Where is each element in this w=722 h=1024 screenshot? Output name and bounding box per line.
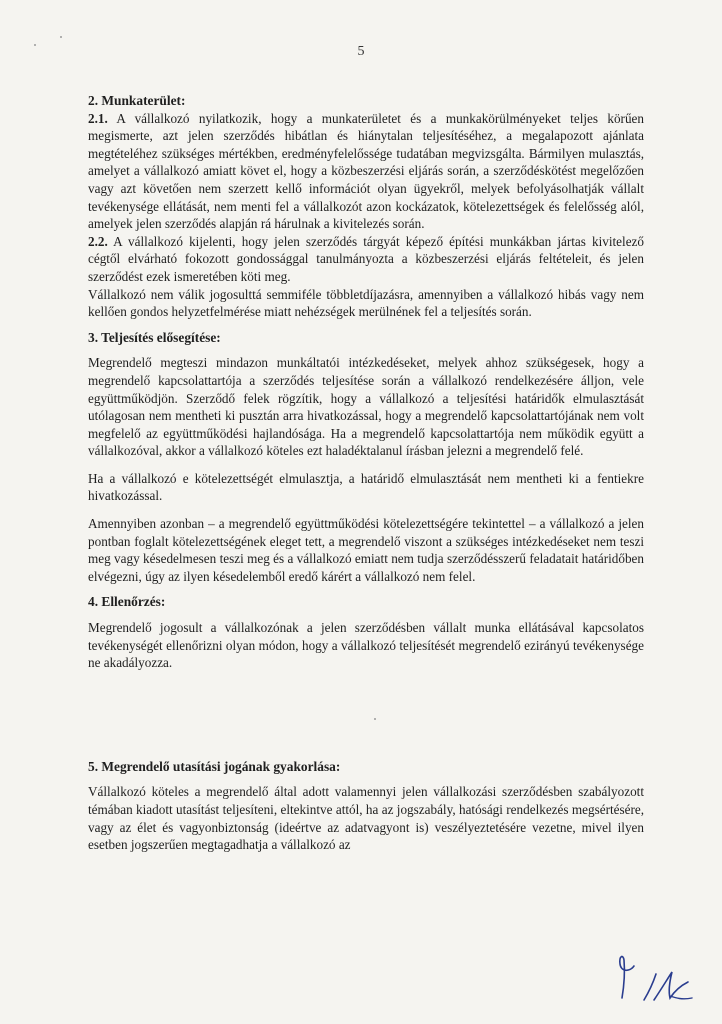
clause-text: A vállalkozó nyilatkozik, hogy a munkaterületet és a munkakörülményeket teljes körűen megismerte, azt jelen szerződés hibátlan és hiánytalan teljesítéséhez, a megalapozott ajánlata megtételéhez szükséges mértékben, eredményfelelőssége tudatában megvizsgálta. Bármilyen mulasztás, amelyet a vállalkozó amiatt követ el, hogy a közbeszerzési eljárás során, a szerződéskötést megelőzően vagy azt követően nem szerzett kellő információt olyan ügyekről, melyek befolyásolhatják vállalt tevékenysége ellátását, nem menti fel a vállalkozót azon kockázatok, kötelezettségek és felelősség alól, amelyek jelen szerződés alapján rá hárulnak a kivitelezés során. [88,110,644,232]
section-3-paragraph-2: Ha a vállalkozó e kötelezettségét elmulasztja, a határidő elmulasztását nem mentheti ki a fentiekre hivatkozással. [88,470,644,504]
section-3-paragraph-1: Megrendelő megteszi mindazon munkáltatói intézkedéseket, melyek ahhoz szükségesek, hogy a megrendelő kapcsolattartója a szerződés teljesítése során a vállalkozó rendelkezésére álljon, vele együttműködjön. Szerződő felek rögzítik, hogy a vállalkozó a teljesítési határidők elmulasztását utólagosan nem mentheti ki pusztán arra hivatkozással, hogy a megrendelő kapcsolattartójának nem volt megfelelő az együttműködési hajlandósága. Ha a megrendelő kapcsolattartója nem működik együtt a vállalkozóval, akkor a vállalkozó köteles ezt haladéktalanul írásban jelezni a megrendelő felé. [88,355,644,459]
section-2-heading: 2. Munkaterület: [88,93,186,108]
section-3-paragraph-3: Amennyiben azonban – a megrendelő együttműködési kötelezettségére tekintettel – a vállalkozó a jelen pontban foglalt kötelezettségének eleget tett, a megrendelő viszont a szükséges intézkedéseket nem teszi meg vagy késedelmesen teszi meg és a vállalkozó emiatt nem tudja szerződésszerű feladatait határidőben elvégezni, úgy az ilyen késedelemből eredő kárért a vállalkozó nem felel. [88,516,644,584]
section-5-paragraph-1: Vállalkozó köteles a megrendelő által adott valamennyi jelen vállalkozási szerződésben szabályozott témában kiadott utasítást teljesíteni, eltekintve attól, ha az jogszabály, hatósági rendelkezés megsértésére, vagy az élet és vagyonbiztonság (ideértve az adatvagyont is) veszélyeztetésére vezetne, mivel ilyen esetben jogszerűen megtagadhatja a vállalkozó az [88,784,644,853]
document-body [88,92,644,854]
page-number: 5 [357,44,365,59]
clause-text: A vállalkozó kijelenti, hogy jelen szerződés tárgyát képező építési munkákban jártas kivitelező cégtől elvárható fokozott gondossággal tanulmányozta a közbeszerzési eljárás feltételeit, és jelen szerződést ezek ismeretében köti meg. [88,233,644,284]
section-2-2-paragraph [88,233,644,286]
handwritten-initials-signature [610,950,700,1010]
section-2-1-paragraph [88,110,644,233]
scan-speck [60,36,62,38]
section-4-paragraph-1: Megrendelő jogosult a vállalkozónak a jelen szerződésben vállalt munka ellátásával kapcsolatos tevékenységét ellenőrizni olyan módon, hogy a vállalkozó teljesítését megrendelő ezirányú tevékenysége ne akadályozza. [88,620,644,671]
clause-number: 2.2. [88,233,108,249]
clause-number: 2.1. [88,110,108,126]
section-5-heading: 5. Megrendelő utasítási jogának gyakorlása: [88,758,341,774]
section-2-paragraph-3: Vállalkozó nem válik jogosulttá semmiféle többletdíjazásra, amennyiben a vállalkozó hibás vagy nem kellően gondos helyzetfelmérése miatt nehézségek merülnének fel a teljesítés során. [88,286,644,320]
section-3-heading: 3. Teljesítés elősegítése: [88,329,221,345]
section-4-heading: 4. Ellenőrzés: [88,594,166,610]
